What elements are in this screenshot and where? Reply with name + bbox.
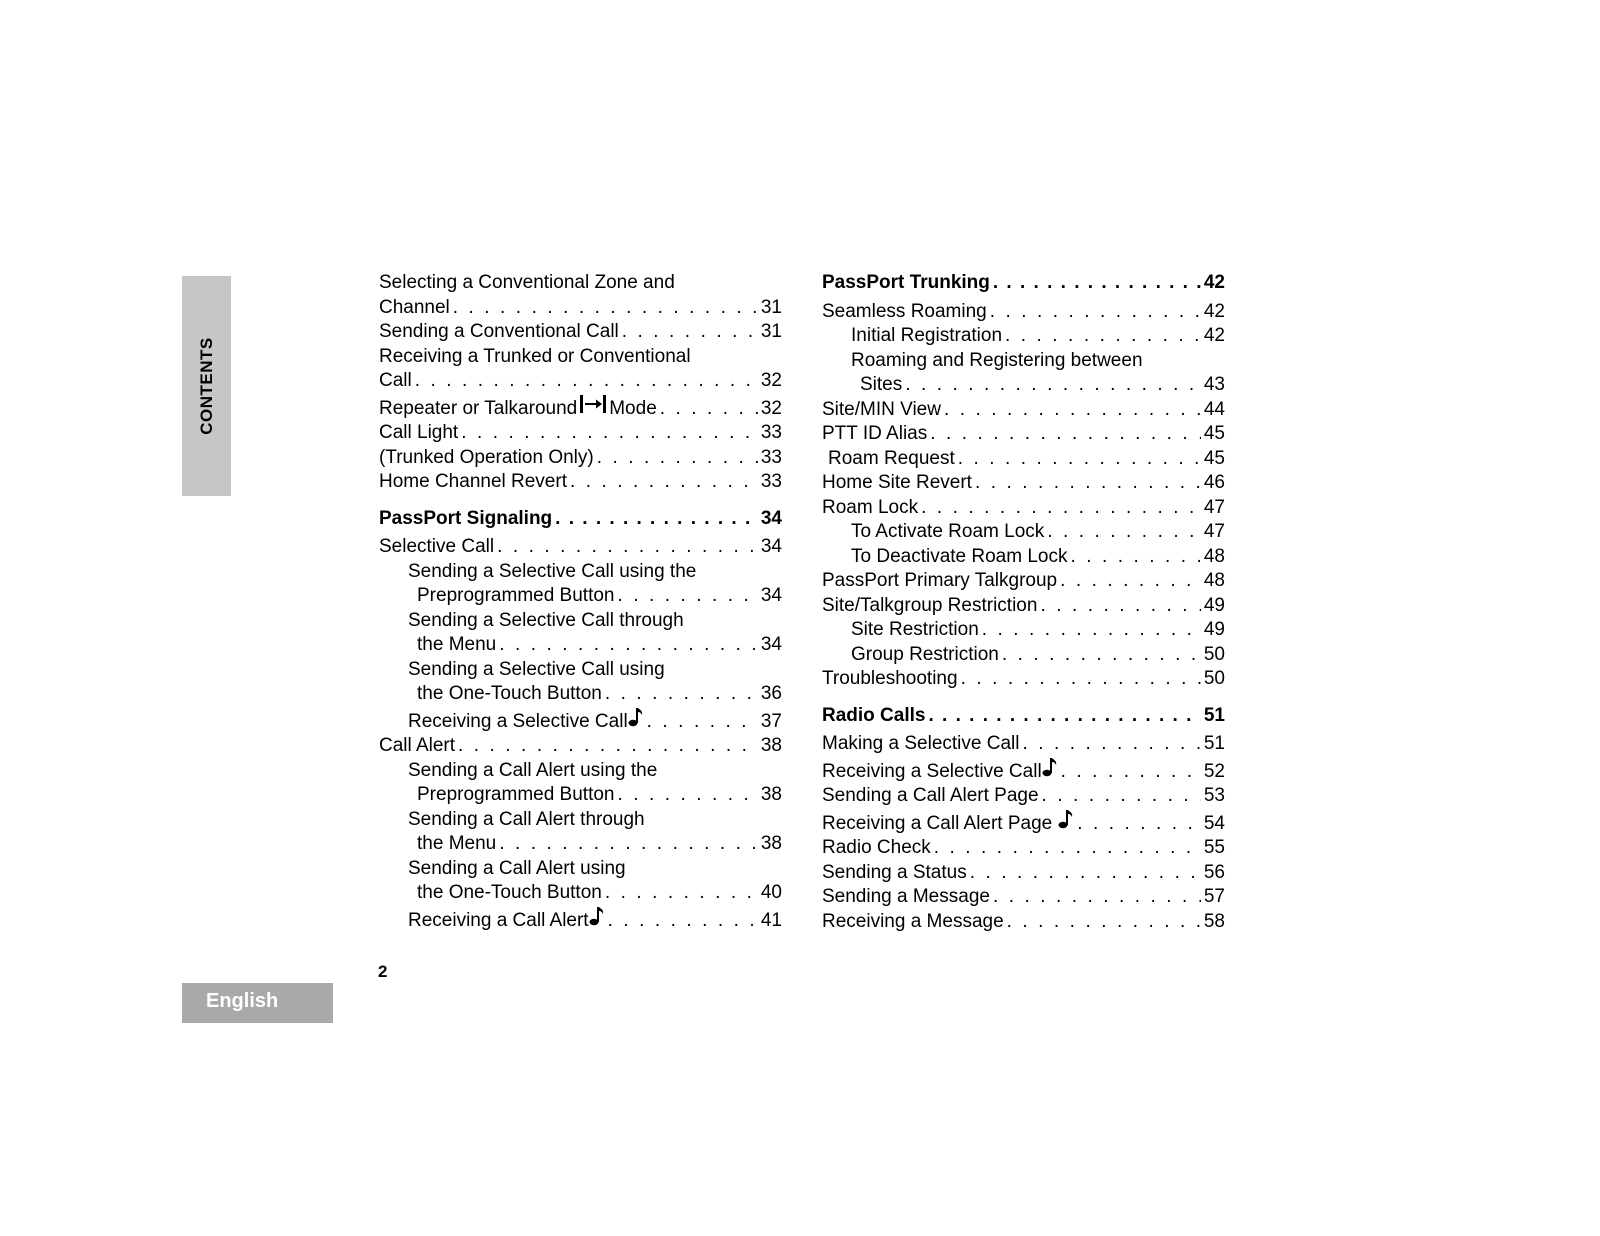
dot-leader — [975, 471, 1201, 496]
toc-page-number: 54 — [1203, 812, 1225, 834]
dot-leader — [993, 271, 1201, 296]
dot-leader — [958, 447, 1201, 472]
toc-entry[interactable] — [822, 667, 1225, 692]
dot-leader — [1005, 324, 1201, 349]
dot-leader — [1042, 784, 1201, 809]
dot-leader — [497, 535, 758, 560]
dot-leader — [647, 710, 758, 735]
toc-page-number: 32 — [760, 370, 782, 391]
toc-entry[interactable] — [379, 609, 782, 658]
toc-page-number: 46 — [1203, 472, 1225, 493]
toc-entry[interactable] — [822, 757, 1225, 785]
toc-entry-text: Call — [379, 370, 412, 391]
toc-page-number: 42 — [1203, 272, 1225, 293]
toc-entry[interactable] — [822, 836, 1225, 861]
toc-page-number: 50 — [1203, 668, 1225, 689]
toc-entry-text: Radio Check — [822, 837, 931, 858]
toc-page-number: 47 — [1203, 521, 1225, 542]
toc-entry-text: Seamless Roaming — [822, 300, 987, 322]
toc-page-number: 44 — [1203, 398, 1225, 420]
toc-entry-text: Sending a Conventional Call — [379, 321, 619, 342]
toc-entry-text: Home Channel Revert — [379, 471, 567, 492]
toc-entry-text: the One-Touch Button — [417, 882, 602, 903]
toc-entry[interactable] — [379, 535, 782, 560]
toc-entry[interactable] — [822, 324, 1225, 349]
toc-entry[interactable] — [822, 496, 1225, 521]
toc-entry-text: Sending a Call Alert Page — [822, 785, 1039, 806]
toc-page-number: 42 — [1203, 300, 1225, 322]
toc-entry-text: Receiving a Message — [822, 910, 1004, 932]
toc-page-number: 49 — [1203, 594, 1225, 616]
dot-leader — [597, 446, 758, 471]
toc-page-number: 56 — [1203, 861, 1225, 883]
toc-entry-text: Selective Call — [379, 536, 495, 557]
dot-leader — [499, 832, 758, 857]
toc-entry[interactable] — [822, 618, 1225, 643]
dot-leader — [660, 397, 758, 422]
toc-entry[interactable] — [822, 447, 1225, 472]
dot-leader — [993, 885, 1201, 910]
toc-entry-text: Receiving a Selective Call — [408, 710, 628, 732]
toc-entry-text: Making a Selective Call — [822, 733, 1020, 754]
toc-entry-text: Troubleshooting — [822, 668, 958, 689]
toc-entry-text: Roam Lock — [822, 496, 919, 518]
dot-leader — [1007, 910, 1201, 935]
toc-entry[interactable] — [822, 910, 1225, 935]
toc-entry[interactable] — [379, 759, 782, 808]
toc-entry[interactable] — [822, 349, 1225, 398]
toc-page-number: 33 — [760, 471, 782, 492]
dot-leader — [453, 296, 758, 321]
toc-entry[interactable] — [379, 734, 782, 759]
toc-page-number: 45 — [1203, 423, 1225, 444]
toc-entry[interactable] — [822, 422, 1225, 447]
toc-entry-text: Site/MIN View — [822, 398, 941, 420]
dot-leader — [1022, 732, 1200, 757]
toc-page-number: 52 — [1203, 760, 1225, 782]
dot-leader — [618, 783, 758, 808]
toc-page-number: 40 — [760, 882, 782, 903]
dot-leader — [905, 373, 1201, 398]
toc-entry-text: Preprogrammed Button — [417, 784, 615, 805]
toc-page-number: 43 — [1203, 374, 1225, 395]
toc-entry-text: Receiving a Trunked or Conventional — [379, 345, 691, 367]
toc-page-number: 37 — [760, 710, 782, 732]
toc-page-number: 38 — [760, 735, 782, 756]
dot-leader — [990, 300, 1201, 325]
dot-leader — [461, 421, 758, 446]
toc-entry-text: Initial Registration — [851, 325, 1003, 346]
dot-leader — [982, 618, 1201, 643]
toc-entry-text: Sending a Selective Call through — [408, 609, 684, 631]
dot-leader — [1077, 812, 1201, 837]
music-note-icon — [1042, 757, 1058, 777]
toc-entry-text: (Trunked Operation Only) — [379, 446, 594, 468]
toc-entry-text: Sending a Call Alert through — [408, 808, 645, 830]
toc-entry-text: Sending a Message — [822, 886, 990, 907]
toc-entry[interactable] — [379, 394, 782, 422]
dot-leader — [1071, 545, 1201, 570]
toc-entry[interactable] — [379, 658, 782, 707]
toc-entry-text: PassPort Signaling — [379, 507, 553, 529]
toc-page-number: 47 — [1203, 496, 1225, 518]
toc-page-number: 34 — [760, 507, 782, 529]
toc-entry-text: Sites — [860, 374, 903, 395]
toc-entry-text: Selecting a Conventional Zone and — [379, 272, 675, 293]
toc-entry-text: the Menu — [417, 833, 497, 854]
toc-entry[interactable] — [379, 271, 782, 320]
toc-page-number: 34 — [760, 536, 782, 557]
toc-entry-text: Site/Talkgroup Restriction — [822, 594, 1038, 616]
toc-entry-text: Call Alert — [379, 735, 456, 756]
language-label: English — [206, 990, 279, 1012]
toc-entry[interactable] — [822, 569, 1225, 594]
dot-leader — [934, 836, 1201, 861]
dot-leader — [605, 682, 758, 707]
toc-page-number: 32 — [760, 397, 782, 419]
music-note-icon — [628, 707, 644, 727]
toc-entry-text: Preprogrammed Button — [417, 585, 615, 606]
toc-section-heading[interactable] — [822, 271, 1225, 296]
toc-page-number: 55 — [1203, 837, 1225, 858]
toc-page-number: 58 — [1203, 910, 1225, 932]
dot-leader — [555, 507, 758, 532]
toc-entry[interactable] — [822, 885, 1225, 910]
toc-entry[interactable] — [822, 784, 1225, 809]
toc-entry[interactable] — [822, 643, 1225, 668]
toc-page-number: 31 — [760, 296, 782, 318]
dot-leader — [1060, 569, 1201, 594]
toc-page-number: 38 — [760, 784, 782, 805]
dot-leader — [458, 734, 758, 759]
toc-page-number: 48 — [1203, 570, 1225, 591]
toc-entry-text: Repeater or Talkaround — [379, 397, 578, 419]
music-note-icon — [589, 906, 605, 926]
toc-entry-text: Sending a Status — [822, 861, 967, 883]
toc-page-number: 34 — [760, 634, 782, 655]
toc-entry[interactable] — [379, 320, 782, 345]
dot-leader — [1061, 760, 1201, 785]
toc-entry-text: To Deactivate Roam Lock — [851, 545, 1068, 567]
toc-entry[interactable] — [379, 808, 782, 857]
toc-page-number: 41 — [760, 909, 782, 931]
toc-entry[interactable] — [822, 398, 1225, 423]
toc-page-number: 45 — [1203, 447, 1225, 469]
toc-section-heading[interactable] — [379, 507, 782, 532]
toc-page-number: 33 — [760, 422, 782, 443]
toc-section-heading[interactable] — [822, 704, 1225, 729]
toc-entry[interactable] — [822, 520, 1225, 545]
dot-leader — [970, 861, 1201, 886]
contents-side-tab — [182, 276, 231, 496]
toc-entry[interactable] — [379, 560, 782, 609]
toc-page-number: 51 — [1203, 704, 1225, 726]
toc-page-number: 33 — [760, 446, 782, 468]
toc-page-number: 34 — [760, 585, 782, 606]
toc-entry-text: Sending a Call Alert using — [408, 857, 626, 879]
dot-leader — [944, 398, 1201, 423]
toc-entry-text: Sending a Selective Call using — [408, 658, 665, 680]
dot-leader — [605, 881, 758, 906]
toc-entry-text: Call Light — [379, 422, 459, 443]
toc-page-number: 48 — [1203, 545, 1225, 567]
contents-tab-label: CONTENTS — [196, 337, 216, 435]
toc-entry[interactable] — [379, 906, 782, 934]
toc-entry-text: Group Restriction — [851, 643, 999, 665]
toc-page-number: 31 — [760, 321, 782, 342]
toc-page-number: 50 — [1203, 643, 1225, 665]
toc-entry-text: PassPort Primary Talkgroup — [822, 570, 1058, 591]
toc-entry-text: Receiving a Call Alert Page — [822, 812, 1053, 834]
toc-entry-text: Receiving a Selective Call — [822, 760, 1042, 782]
toc-entry-text: the Menu — [417, 634, 497, 655]
toc-page-number: 57 — [1203, 886, 1225, 907]
toc-entry[interactable] — [822, 545, 1225, 570]
toc-entry-text: Sending a Selective Call using the — [408, 560, 697, 582]
dot-leader — [622, 320, 758, 345]
toc-entry-text: Roaming and Registering between — [851, 349, 1143, 371]
toc-page-number: 38 — [760, 833, 782, 854]
dot-leader — [921, 496, 1201, 521]
toc-entry[interactable] — [379, 707, 782, 735]
dot-leader — [415, 369, 758, 394]
language-tab — [182, 983, 333, 1023]
toc-entry-text: Receiving a Call Alert — [408, 909, 589, 931]
toc-entry-text: Sending a Call Alert using the — [408, 759, 658, 781]
toc-entry-text: the One-Touch Button — [417, 683, 602, 704]
toc-page-number: 53 — [1203, 785, 1225, 806]
dot-leader — [499, 633, 758, 658]
dot-leader — [928, 704, 1200, 729]
dot-leader — [608, 909, 758, 934]
toc-right-column — [822, 271, 1225, 934]
toc-entry[interactable] — [822, 809, 1225, 837]
toc-entry[interactable] — [822, 300, 1225, 325]
toc-entry-text: Home Site Revert — [822, 472, 972, 493]
toc-entry-text: To Activate Roam Lock — [851, 521, 1045, 542]
dot-leader — [1047, 520, 1201, 545]
toc-entry-text: PTT ID Alias — [822, 423, 928, 444]
toc-entry[interactable] — [822, 861, 1225, 886]
dot-leader — [961, 667, 1201, 692]
toc-entry[interactable] — [379, 857, 782, 906]
toc-entry-text: Radio Calls — [822, 704, 926, 726]
repeater-talkaround-icon — [577, 394, 609, 414]
toc-entry-text: Mode — [609, 397, 657, 419]
toc-entry[interactable] — [822, 732, 1225, 757]
toc-entry[interactable] — [379, 446, 782, 471]
toc-entry[interactable] — [379, 470, 782, 495]
toc-left-column — [379, 271, 782, 933]
toc-entry-text: PassPort Trunking — [822, 272, 990, 293]
toc-entry[interactable] — [379, 345, 782, 394]
dot-leader — [618, 584, 758, 609]
toc-entry[interactable] — [822, 594, 1225, 619]
toc-entry[interactable] — [822, 471, 1225, 496]
toc-entry-text: Site Restriction — [851, 619, 979, 640]
toc-entry-text: Roam Request — [828, 447, 955, 469]
toc-entry[interactable] — [379, 421, 782, 446]
dot-leader — [1002, 643, 1201, 668]
toc-entry-text: Channel — [379, 296, 450, 318]
toc-page-number: 42 — [1203, 325, 1225, 346]
dot-leader — [570, 470, 758, 495]
toc-page-number: 51 — [1203, 733, 1225, 754]
dot-leader — [930, 422, 1201, 447]
page-number: 2 — [378, 962, 388, 981]
dot-leader — [1040, 594, 1200, 619]
toc-page-number: 49 — [1203, 619, 1225, 640]
music-note-icon — [1052, 809, 1074, 829]
toc-page-number: 36 — [760, 683, 782, 704]
